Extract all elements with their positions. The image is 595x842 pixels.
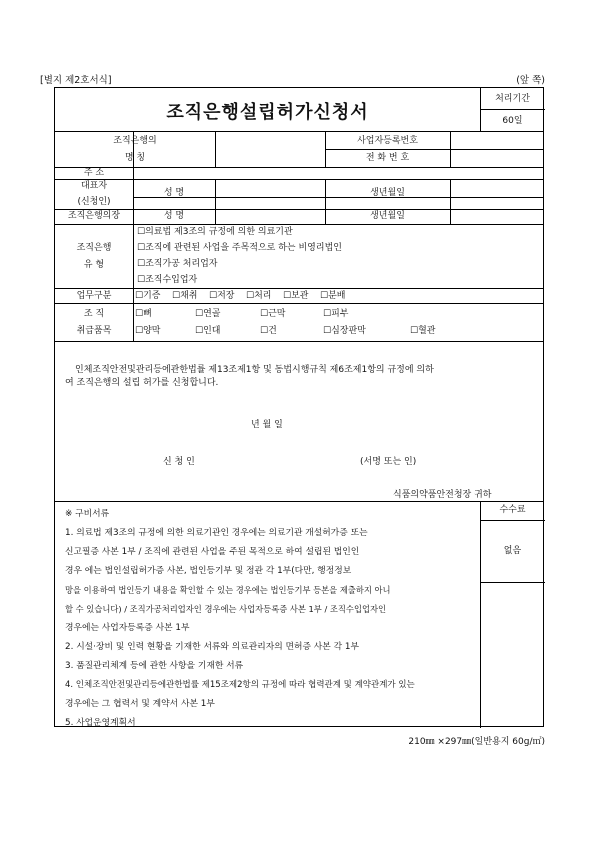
doc-line: 경우에는 그 협력서 및 계약서 사본 1부	[65, 699, 215, 709]
application-date: 년 월 일	[251, 420, 283, 430]
tissue-option-blood-vessel[interactable]: ☐ 혈관	[410, 326, 435, 337]
doc-line: 1. 의료법 제3조의 규정에 의한 의료기관인 경우에는 의료기관 개설허가증 또는	[65, 528, 368, 538]
applicant-name-field[interactable]	[215, 454, 355, 470]
tissue-label-1: 조 직	[83, 309, 105, 319]
doc-line: 망을 이용하여 법인등기 내용을 확인할 수 있는 경우에는 법인등기부 등본을 제출하지 아니	[65, 585, 391, 595]
doc-line: 5. 사업운영계획서	[65, 718, 136, 728]
tissue-option-heart-valve[interactable]: ☐ 심장판막	[323, 326, 366, 337]
manager-birth-label: 생년월일	[370, 211, 405, 221]
work-option-keeping[interactable]: ☐ 보관	[283, 291, 308, 302]
type-option-nonprofit[interactable]: ☐ 조직에 관련된 사업을 주목적으로 하는 비영리법인	[137, 243, 342, 254]
doc-line: 경우에는 사업자등록증 사본 1부	[65, 623, 190, 633]
doc-line: 신고필증 사본 1부 / 조직에 관련된 사업을 주된 목적으로 하여 설립된 법인인	[65, 547, 360, 557]
type-option-medical[interactable]: ☐ 의료법 제3조의 규정에 의한 의료기관	[137, 227, 293, 238]
rep-name-field[interactable]	[215, 179, 325, 209]
doc-line: 4. 인체조직안전및관리등에관한법률 제15조제2항의 규정에 따라 협력관계 및 계약관계가 있는	[65, 680, 415, 690]
work-type-label: 업무구분	[76, 291, 112, 301]
fee-label: 수수료	[499, 505, 526, 515]
required-documents-title: ※ 구비서류	[65, 509, 110, 519]
biz-number-field[interactable]	[450, 131, 545, 149]
work-option-distribution[interactable]: ☐ 분배	[320, 291, 345, 302]
manager-birth-field[interactable]	[450, 209, 545, 224]
rep-label-1: 대표자	[80, 181, 108, 191]
bank-type-label-1: 조직은행	[76, 243, 112, 253]
manager-name-label: 성 명	[163, 211, 185, 221]
tissue-option-cartilage[interactable]: ☐ 연골	[195, 309, 220, 320]
phone-field[interactable]	[450, 149, 545, 167]
manager-label: 조직은행의장	[67, 211, 121, 221]
type-option-importer[interactable]: ☐ 조직수입업자	[137, 275, 197, 286]
phone-label: 전 화 번 호	[365, 153, 410, 163]
doc-line: 3. 품질관리체계 등에 관한 사항을 기재한 서류	[65, 661, 244, 671]
tissue-option-bone[interactable]: ☐ 뼈	[135, 309, 152, 320]
tissue-option-amnion[interactable]: ☐ 양막	[135, 326, 160, 337]
bank-name-field[interactable]	[215, 131, 325, 167]
doc-line: 경우 에는 법인설립허가증 사본, 법인등기부 및 정관 각 1부(다만, 행정정보	[65, 566, 352, 576]
work-option-donation[interactable]: ☐ 기증	[135, 291, 160, 302]
rep-birth-field[interactable]	[450, 179, 545, 209]
form-number: [별지 제2호서식]	[40, 75, 112, 86]
address-field[interactable]	[133, 167, 545, 179]
rep-name-label: 성 명	[163, 188, 185, 198]
bank-name-label-1: 조직은행의	[113, 136, 157, 146]
tissue-option-tendon[interactable]: ☐ 건	[260, 326, 277, 337]
paper-size: 210㎜ ×297㎜(일반용지 60g/㎡)	[408, 737, 545, 747]
address-label: 주 소	[83, 168, 105, 178]
tissue-option-fascia[interactable]: ☐ 근막	[260, 309, 285, 320]
work-option-storage[interactable]: ☐ 저장	[209, 291, 234, 302]
rep-label-2: (신청인)	[77, 197, 111, 207]
rep-birth-label: 생년월일	[370, 188, 405, 198]
form-title: 조직은행설립허가신청서	[166, 102, 369, 123]
application-statement: 인체조직안전및관리등에관한법률 제13조제1항 및 동법시행규칙 제6조제1항의 규정에 의하 여 조직은행의 설립 허가를 신청합니다.	[65, 365, 434, 389]
manager-name-field[interactable]	[215, 209, 325, 224]
processing-period-value: 60일	[502, 116, 523, 126]
required-documents	[55, 501, 480, 728]
type-option-processor[interactable]: ☐ 조직가공 처리업자	[137, 259, 218, 270]
application-form	[54, 87, 544, 727]
work-option-processing[interactable]: ☐ 처리	[246, 291, 271, 302]
doc-line: 2. 시설·장비 및 인력 현황을 기재한 서류와 의료관리자의 면허증 사본 각 1부	[65, 642, 359, 652]
tissue-option-skin[interactable]: ☐ 피부	[323, 309, 348, 320]
work-option-collection[interactable]: ☐ 채취	[172, 291, 197, 302]
processing-period-label: 처리기간	[495, 94, 530, 104]
bank-type-label-2: 유 형	[83, 260, 105, 270]
page-side: (앞 쪽)	[516, 75, 545, 86]
fee-value: 없음	[503, 546, 522, 556]
biz-number-label: 사업자등록번호	[357, 136, 418, 146]
bank-name-label-2: 명 칭	[124, 153, 146, 163]
signature-label[interactable]: (서명 또는 인)	[360, 457, 417, 467]
applicant-label: 신 청 인	[163, 457, 195, 467]
tissue-option-ligament[interactable]: ☐ 인대	[195, 326, 220, 337]
doc-line: 할 수 있습니다) / 조직가공처리업자인 경우에는 사업자등록증 사본 1부 / 조직수입업자인	[65, 604, 387, 614]
tissue-label-2: 취급품목	[76, 326, 112, 336]
addressee: 식품의약품안전청장 귀하	[393, 490, 492, 500]
